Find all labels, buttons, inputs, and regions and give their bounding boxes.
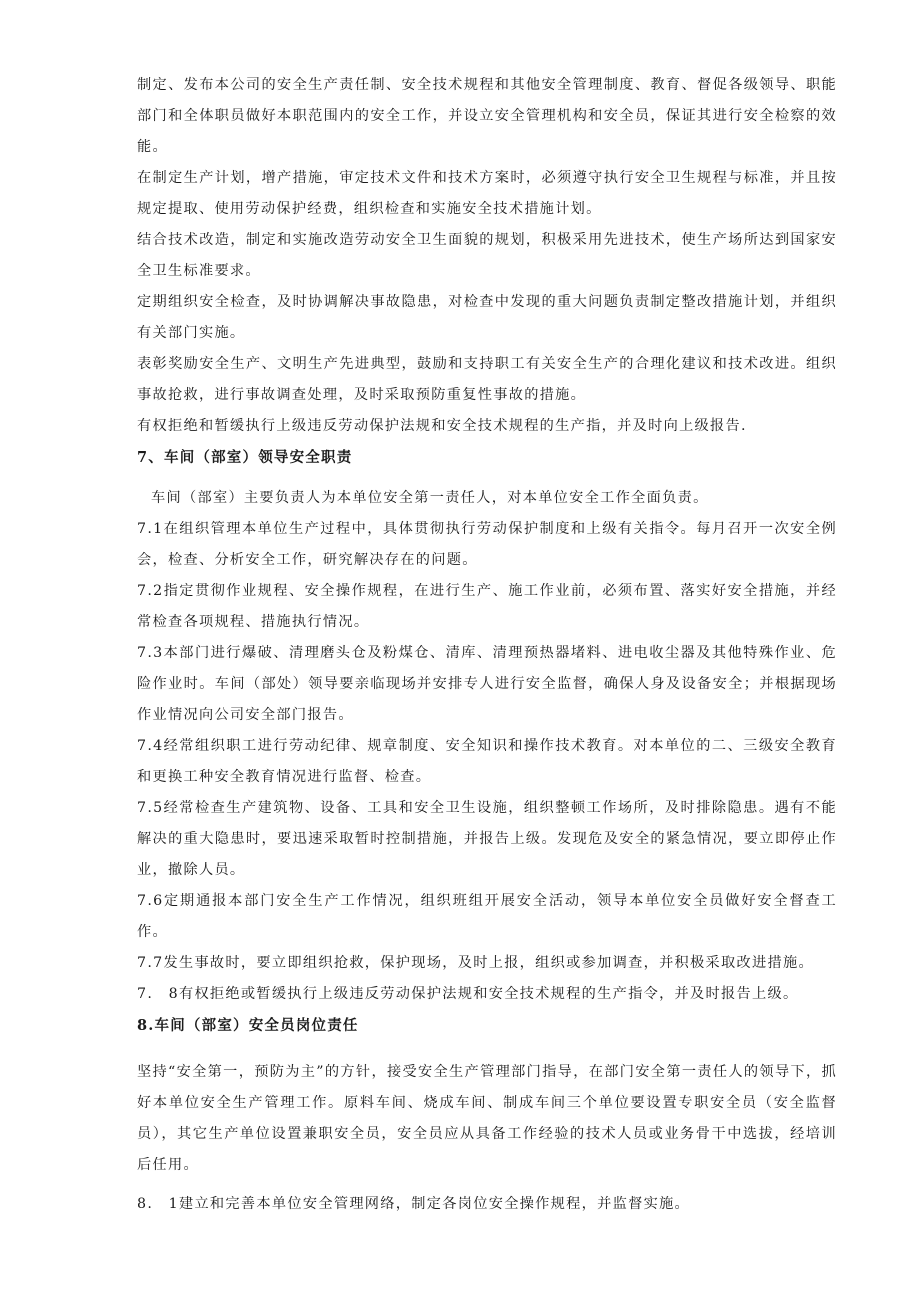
section-8-item-1: 8. 1建立和完善本单位安全管理网络，制定各岗位安全操作规程，并监督实施。 — [137, 1196, 691, 1212]
paragraph-top-6: 有权拒绝和暂缓执行上级违反劳动保护法规和安全技术规程的生产指，并及时向上级报告. — [137, 418, 747, 434]
section-7-intro: 车间（部室）主要负责人为本单位安全第一责任人，对本单位安全工作全面负责。 — [151, 490, 709, 506]
section-7-item-2: 7.2指定贯彻作业规程、安全操作规程，在进行生产、施工作业前，必须布置、落实好安全措施，并经常检查各项规程、措施执行情况。 — [137, 583, 837, 630]
section-7-item-4: 7.4经常组织职工进行劳动纪律、规章制度、安全知识和操作技术教育。对本单位的二、三级安全教育和更换工种安全教育情况进行监督、检查。 — [137, 738, 837, 785]
section-7-heading: 7、车间（部室）领导安全职责 — [137, 449, 353, 466]
paragraph-top-2: 在制定生产计划，增产措施，审定技术文件和技术方案时，必须遵守执行安全卫生规程与标准，并且按规定提取、使用劳动保护经费，组织检查和实施安全技术措施计划。 — [137, 170, 837, 217]
paragraph-top-5: 表彰奖励安全生产、文明生产先进典型，鼓励和支持职工有关安全生产的合理化建议和技术改进。组织事故抢救，进行事故调查处理，及时采取预防重复性事故的措施。 — [137, 356, 837, 403]
section-7-item-8: 7. 8有权拒绝或暂缓执行上级违反劳动保护法规和安全技术规程的生产指令，并及时报告上级。 — [137, 986, 799, 1002]
section-7-item-1: 7.1在组织管理本单位生产过程中，具体贯彻执行劳动保护制度和上级有关指令。每月召开一次安全例会，检查、分析安全工作，研究解决存在的问题。 — [137, 521, 837, 568]
paragraph-top-3: 结合技术改造，制定和实施改造劳动安全卫生面貌的规划，积极采用先进技术，使生产场所达到国家安全卫生标准要求。 — [137, 232, 837, 279]
paragraph-top-4: 定期组织安全检查，及时协调解决事故隐患，对检查中发现的重大问题负责制定整改措施计划，并组织有关部门实施。 — [137, 294, 837, 341]
document-page — [137, 70, 837, 1220]
section-8-heading: 8.车间（部室）安全员岗位责任 — [137, 1017, 359, 1034]
section-7-item-5: 7.5经常检查生产建筑物、设备、工具和安全卫生设施，组织整顿工作场所，及时排除隐患。遇有不能解决的重大隐患时，要迅速采取暂时控制措施，并报告上级。发现危及安全的紧急情况，要立即停止作业，撤除人员。 — [137, 800, 837, 878]
spacer — [137, 473, 837, 483]
section-7-item-3: 7.3本部门进行爆破、清理磨头仓及粉煤仓、清库、清理预热器堵料、进电收尘器及其他特殊作业、危险作业时。车间（部处）领导要亲临现场并安排专人进行安全监督，确保人身及设备安全；并根据现场作业情况向公司安全部门报告。 — [137, 645, 837, 723]
section-8-intro: 坚持“安全第一，预防为主”的方针，接受安全生产管理部门指导，在部门安全第一责任人的领导下，抓好本单位安全生产管理工作。原料车间、烧成车间、制成车间三个单位要设置专职安全员（安全监督员），其它生产单位设置兼职安全员，安全员应从具备工作经验的技术人员或业务骨干中选拔，经培训后任用。 — [137, 1064, 837, 1173]
paragraph-top-1: 制定、发布本公司的安全生产责任制、安全技术规程和其他安全管理制度、教育、督促各级领导、职能部门和全体职员做好本职范围内的安全工作，并设立安全管理机构和安全员，保证其进行安全检察的效能。 — [137, 77, 837, 155]
section-7-item-7: 7.7发生事故时，要立即组织抢救，保护现场，及时上报，组织或参加调查，并积极采取改进措施。 — [137, 955, 814, 971]
section-7-item-6: 7.6定期通报本部门安全生产工作情况，组织班组开展安全活动，领导本单位安全员做好安全督查工作。 — [137, 893, 837, 940]
spacer — [137, 1181, 837, 1189]
spacer — [137, 1041, 837, 1057]
